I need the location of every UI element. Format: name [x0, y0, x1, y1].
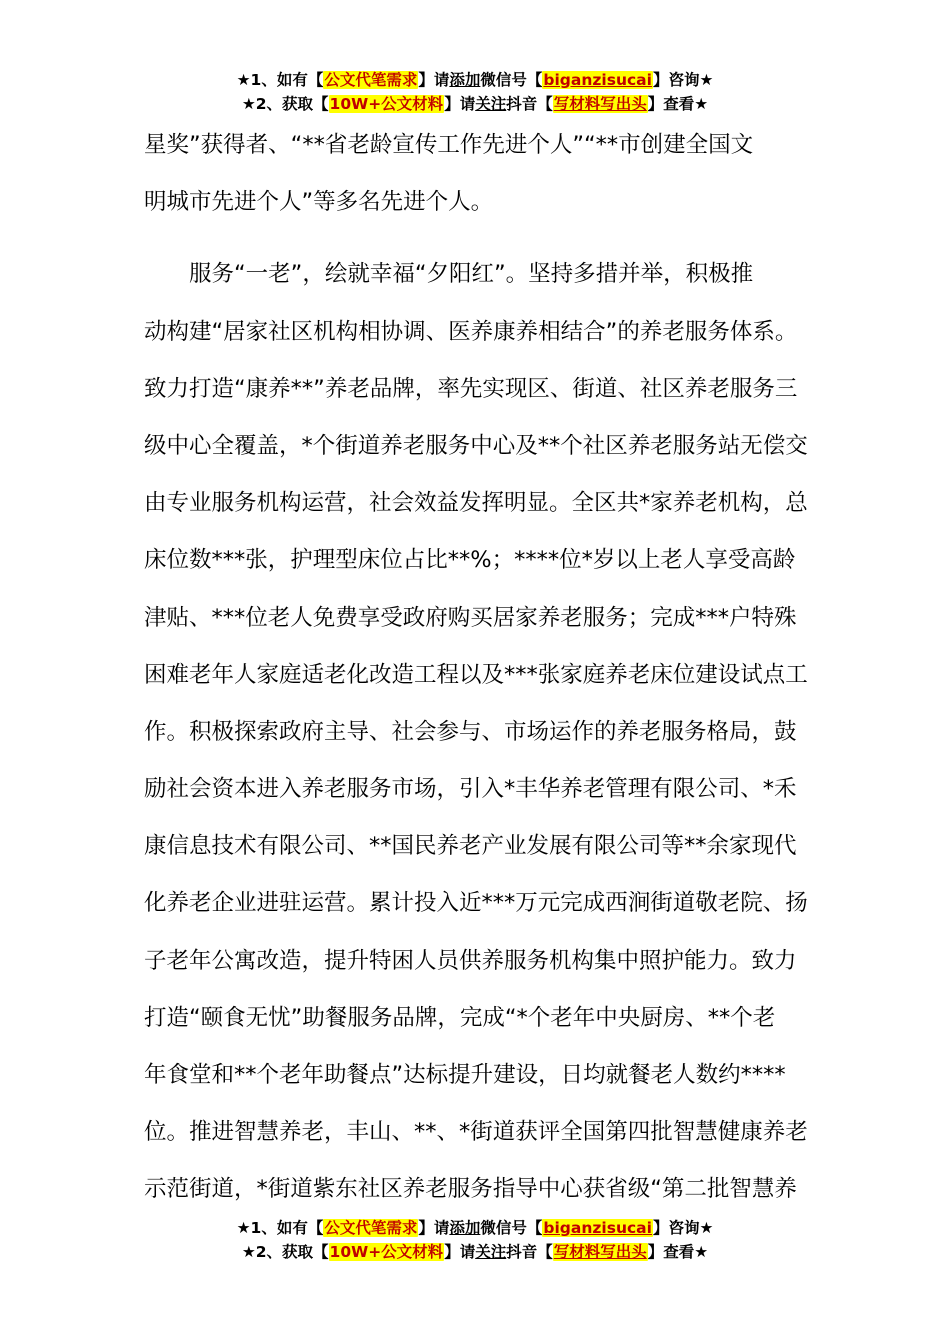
highlight-ghostwriting: 公文代笔需求	[324, 1219, 418, 1237]
underlined-add: 添加	[449, 71, 481, 89]
text-line: 作。积极探索政府主导、社会参与、市场运作的养老服务格局，鼓	[144, 718, 797, 745]
text-line: 致力打造“康养**”养老品牌，率先实现区、街道、社区养老服务三	[144, 375, 798, 402]
banner-text: 】请	[444, 95, 476, 113]
text-line: 化养老企业进驻运营。累计投入近***万元完成西涧街道敬老院、扬	[144, 890, 808, 917]
banner-text: 】咨询★	[652, 71, 714, 89]
banner-line-1	[0, 68, 950, 92]
text-line: 床位数***张，护理型床位占比**%；****位*岁以上老人享受高龄	[144, 547, 796, 574]
banner-text: 】请	[444, 1243, 476, 1261]
banner-text: 】请	[418, 71, 450, 89]
text-line: 励社会资本进入养老服务市场，引入*丰华养老管理有限公司、*禾	[144, 776, 797, 803]
banner-text: 微信号【	[480, 71, 543, 89]
banner-text: ★2、获取【	[241, 95, 329, 113]
douyin-account-link[interactable]: 写材料写出头	[553, 95, 647, 113]
text-line: 服务“一老”，绘就幸福“夕阳红”。坚持多措并举，积极推	[189, 261, 754, 288]
wechat-id-link[interactable]: biganzisucai	[543, 1219, 652, 1237]
banner-text: ★1、如有【	[236, 71, 324, 89]
banner-text: 】请	[418, 1219, 450, 1237]
banner-text: ★1、如有【	[236, 1219, 324, 1237]
banner-text: 微信号【	[480, 1219, 543, 1237]
highlight-materials: 10W+公文材料	[329, 95, 444, 113]
highlight-ghostwriting: 公文代笔需求	[324, 71, 418, 89]
underlined-follow: 关注	[475, 95, 507, 113]
douyin-account-link[interactable]: 写材料写出头	[553, 1243, 647, 1261]
text-line: 明城市先进个人”等多名先进个人。	[144, 189, 494, 216]
banner-text: 】查看★	[647, 1243, 709, 1261]
banner-line-2	[0, 1240, 950, 1264]
text-line: 示范街道，*街道紫东社区养老服务指导中心获省级“第二批智慧养	[144, 1176, 797, 1203]
text-line: 位。推进智慧养老，丰山、**、*街道获评全国第四批智慧健康养老	[144, 1119, 808, 1146]
banner-text: ★2、获取【	[241, 1243, 329, 1261]
wechat-id-link[interactable]: biganzisucai	[543, 71, 652, 89]
text-line: 康信息技术有限公司、**国民养老产业发展有限公司等**余家现代	[144, 833, 797, 860]
banner-text: 抖音【	[506, 95, 553, 113]
text-line: 子老年公寓改造，提升特困人员供养服务机构集中照护能力。致力	[144, 947, 797, 974]
text-line: 级中心全覆盖，*个街道养老服务中心及**个社区养老服务站无偿交	[144, 432, 808, 459]
text-line: 津贴、***位老人免费享受政府购买居家养老服务；完成***户特殊	[144, 604, 797, 631]
top-banner	[0, 68, 950, 116]
banner-line-2	[0, 92, 950, 116]
text-line: 年食堂和**个老年助餐点”达标提升建设，日均就餐老人数约****	[144, 1062, 786, 1088]
text-line: 星奖”获得者、“**省老龄宣传工作先进个人”“**市创建全国文	[144, 132, 754, 158]
banner-line-1	[0, 1216, 950, 1240]
underlined-add: 添加	[449, 1219, 481, 1237]
text-line: 动构建“居家社区机构相协调、医养康养相结合”的养老服务体系。	[144, 318, 798, 345]
banner-text: 】咨询★	[652, 1219, 714, 1237]
text-line: 由专业服务机构运营，社会效益发挥明显。全区共*家养老机构，总	[144, 490, 808, 517]
text-line: 打造“颐食无忧”助餐服务品牌，完成“*个老年中央厨房、**个老	[144, 1004, 776, 1031]
text-line: 困难老年人家庭适老化改造工程以及***张家庭养老床位建设试点工	[144, 661, 808, 688]
underlined-follow: 关注	[475, 1243, 507, 1261]
banner-text: 】查看★	[647, 95, 709, 113]
banner-text: 抖音【	[506, 1243, 553, 1261]
bottom-banner	[0, 1216, 950, 1264]
highlight-materials: 10W+公文材料	[329, 1243, 444, 1261]
document-body	[144, 117, 814, 1219]
paragraph-gap	[144, 231, 814, 246]
paragraph-2	[144, 246, 814, 1218]
paragraph-1	[144, 117, 814, 231]
